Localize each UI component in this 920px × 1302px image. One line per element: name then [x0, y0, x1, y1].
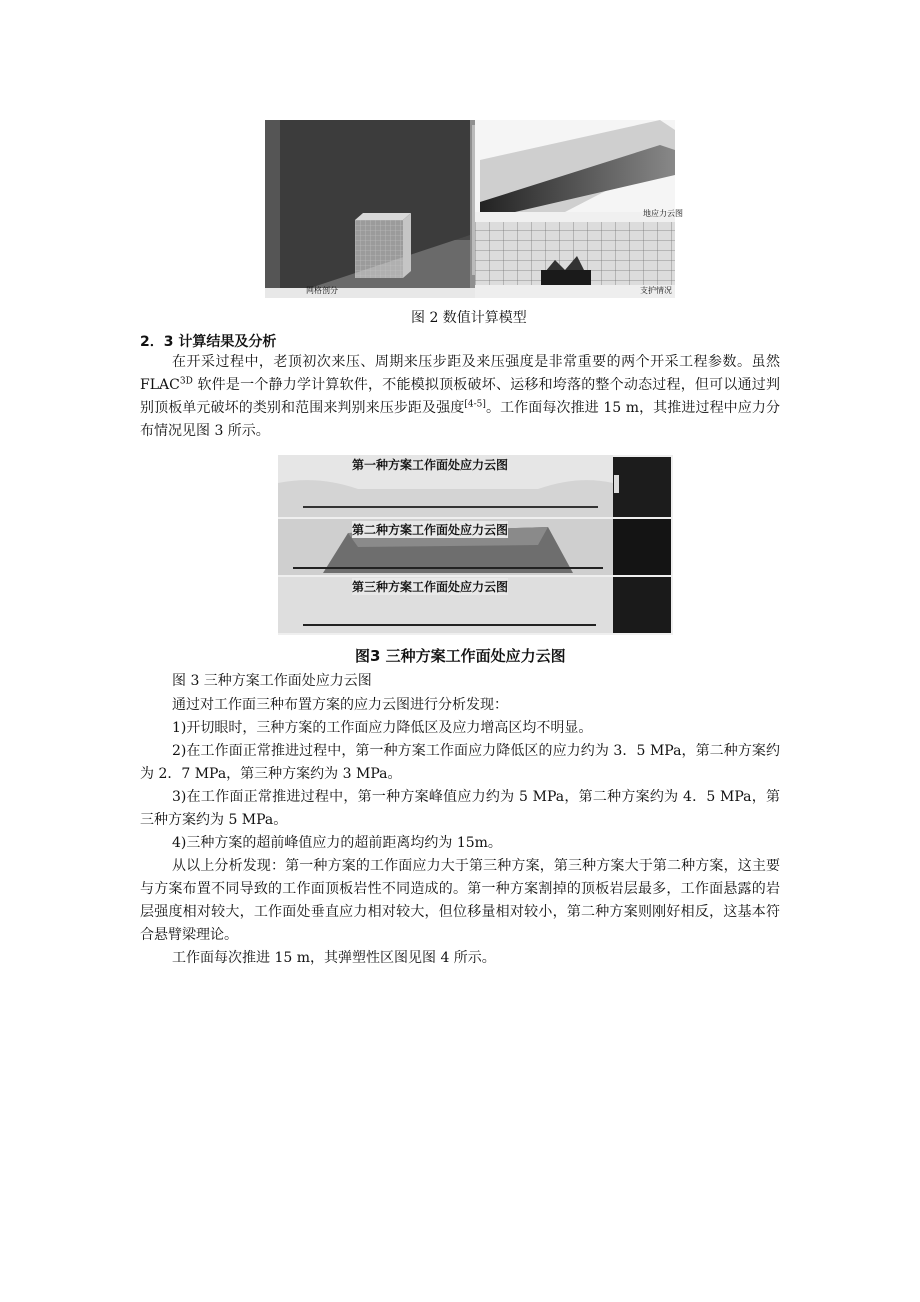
analysis-item-1: 1)开切眼时，三种方案的工作面应力降低区及应力增高区均不明显。 — [172, 720, 593, 736]
paragraph-1-text-b: 软件是一个静力学计算软件，不能模拟顶板破坏、运移和垮落的整个动态过程，但可以通过判别顶板单元破坏的类别和范围来判别来压步距及强度 — [140, 377, 780, 416]
paragraph-1 — [140, 351, 780, 443]
figure-3-caption: 图 3 三种方案工作面处应力云图 — [172, 673, 372, 689]
figure-3-panel-3-title: 第三种方案工作面处应力云图 — [352, 580, 509, 594]
analysis-conclusion: 从以上分析发现：第一种方案的工作面应力大于第三种方案，第三种方案大于第二种方案，这主要与方案布置不同导致的工作面顶板岩性不同造成的。第一种方案割掉的顶板岩层最多，工作面悬露的岩层强度相对较大，工作面处垂直应力相对较大，但位移量相对较小，第二种方案则刚好相反，这基本符合悬臂梁理论。 — [140, 858, 780, 943]
citation-superscript: [4-5] — [464, 399, 486, 410]
figure-2-right-bottom-label: 支护情况 — [640, 286, 672, 295]
figure-3-panel-1-title: 第一种方案工作面处应力云图 — [352, 458, 509, 472]
figure-3-image — [278, 455, 673, 635]
paragraph-1-text-c: 。工作面每次推进 15 m，其推进过程中应力分布情况见图 3 所示。 — [140, 400, 780, 439]
analysis-item-2: 2)在工作面正常推进过程中，第一种方案工作面应力降低区的应力约为 3．5 MPa，第二种方案约为 2．7 MPa，第三种方案约为 3 MPa。 — [140, 743, 780, 782]
figure-2-image — [265, 120, 675, 298]
analysis-last-line: 工作面每次推进 15 m，其弹塑性区图见图 4 所示。 — [172, 950, 496, 966]
analysis-intro: 通过对工作面三种布置方案的应力云图进行分析发现： — [172, 697, 508, 713]
superscript-3d: 3D — [179, 376, 193, 387]
paragraph-1-text-a: 在开采过程中，老顶初次来压、周期来压步距及来压强度是非常重要的两个开采工程参数。虽然 FLAC — [140, 354, 780, 393]
figure-2-right-top-label: 地应力云图 — [643, 209, 683, 218]
figure-3-panel-2-title: 第二种方案工作面处应力云图 — [352, 523, 509, 537]
figure-2-left-label: 网格剖分 — [306, 286, 338, 295]
analysis-item-3: 3)在工作面正常推进过程中，第一种方案峰值应力约为 5 MPa，第二种方案约为 4．5 MPa，第三种方案约为 5 MPa。 — [140, 789, 780, 828]
figure-2-caption: 图 2 数值计算模型 — [411, 310, 527, 326]
figure-3-caption-in-image: 图3 三种方案工作面处应力云图 — [355, 647, 566, 665]
analysis-item-4: 4)三种方案的超前峰值应力的超前距离均约为 15m。 — [172, 835, 502, 851]
section-heading: 2．3 计算结果及分析 — [140, 334, 277, 350]
